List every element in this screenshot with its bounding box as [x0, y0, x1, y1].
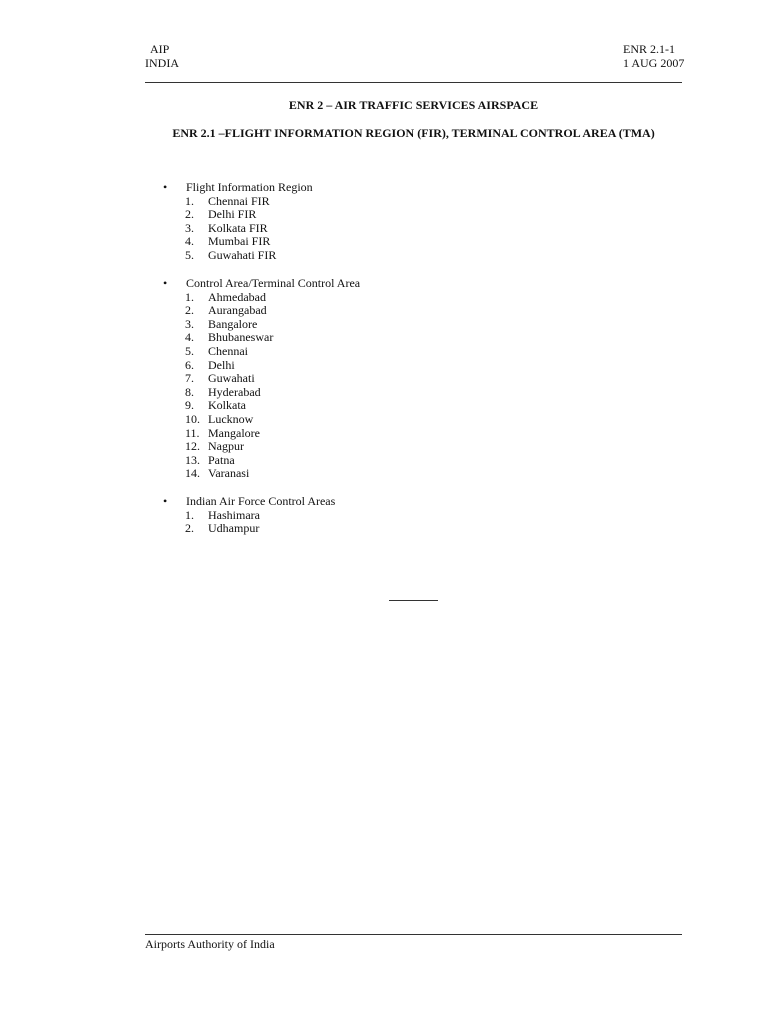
item-number: 1. [185, 507, 194, 522]
item-name: Chennai [208, 343, 248, 358]
item-name: Hyderabad [208, 384, 261, 399]
bullet-icon: • [163, 180, 168, 194]
header-right [623, 42, 684, 70]
item-name: Kolkata [208, 398, 246, 413]
item-name: Lucknow [208, 411, 254, 426]
header-section-ref: ENR 2.1-1 [623, 42, 675, 56]
item-number: 7. [185, 371, 194, 386]
item-name: Bhubaneswar [208, 330, 274, 345]
item-name: Varanasi [208, 466, 250, 481]
header-aip: AIP [150, 42, 170, 56]
item-number: 13. [185, 452, 200, 467]
item-number: 9. [185, 398, 194, 413]
item-number: 2. [185, 521, 194, 536]
item-number: 3. [185, 220, 194, 235]
item-number: 11. [185, 425, 200, 440]
section-heading: Control Area/Terminal Control Area [186, 276, 361, 290]
bullet-icon: • [163, 276, 168, 290]
item-number: 1. [185, 193, 194, 208]
item-number: 12. [185, 439, 200, 454]
item-name: Bangalore [208, 316, 258, 331]
item-number: 4. [185, 234, 194, 249]
item-name: Delhi FIR [208, 207, 257, 222]
item-name: Delhi [208, 357, 235, 372]
end-of-section-rule [389, 600, 438, 601]
item-name: Patna [208, 452, 235, 467]
footer-text: Airports Authority of India [145, 937, 275, 951]
header-date: 1 AUG 2007 [623, 56, 685, 70]
item-name: Mangalore [208, 425, 260, 440]
footer-divider [145, 934, 682, 935]
page-title: ENR 2 – AIR TRAFFIC SERVICES AIRSPACE [288, 98, 539, 112]
item-number: 8. [185, 384, 194, 399]
section-title: ENR 2.1 –FLIGHT INFORMATION REGION (FIR), TERMINAL CONTROL AREA (TMA) [172, 126, 655, 140]
item-number: 5. [185, 247, 194, 262]
item-name: Udhampur [208, 521, 260, 536]
item-name: Kolkata FIR [208, 220, 268, 235]
item-number: 1. [185, 289, 194, 304]
item-name: Mumbai FIR [208, 234, 271, 249]
item-number: 5. [185, 343, 194, 358]
item-number: 4. [185, 330, 194, 345]
header-left [145, 42, 179, 70]
header-divider [145, 82, 682, 83]
header-country: INDIA [145, 56, 179, 70]
item-number: 6. [185, 357, 194, 372]
item-number: 2. [185, 207, 194, 222]
item-name: Nagpur [208, 439, 244, 454]
item-number: 3. [185, 316, 194, 331]
item-name: Hashimara [208, 507, 260, 522]
item-name: Aurangabad [208, 303, 267, 318]
item-name: Ahmedabad [208, 289, 266, 304]
item-name: Guwahati FIR [208, 247, 277, 262]
item-number: 2. [185, 303, 194, 318]
section-heading: Indian Air Force Control Areas [186, 494, 336, 508]
item-number: 14. [185, 466, 200, 481]
item-number: 10. [185, 411, 200, 426]
item-name: Chennai FIR [208, 193, 270, 208]
bullet-icon: • [163, 494, 168, 508]
item-name: Guwahati [208, 371, 255, 386]
section-heading: Flight Information Region [186, 180, 313, 194]
